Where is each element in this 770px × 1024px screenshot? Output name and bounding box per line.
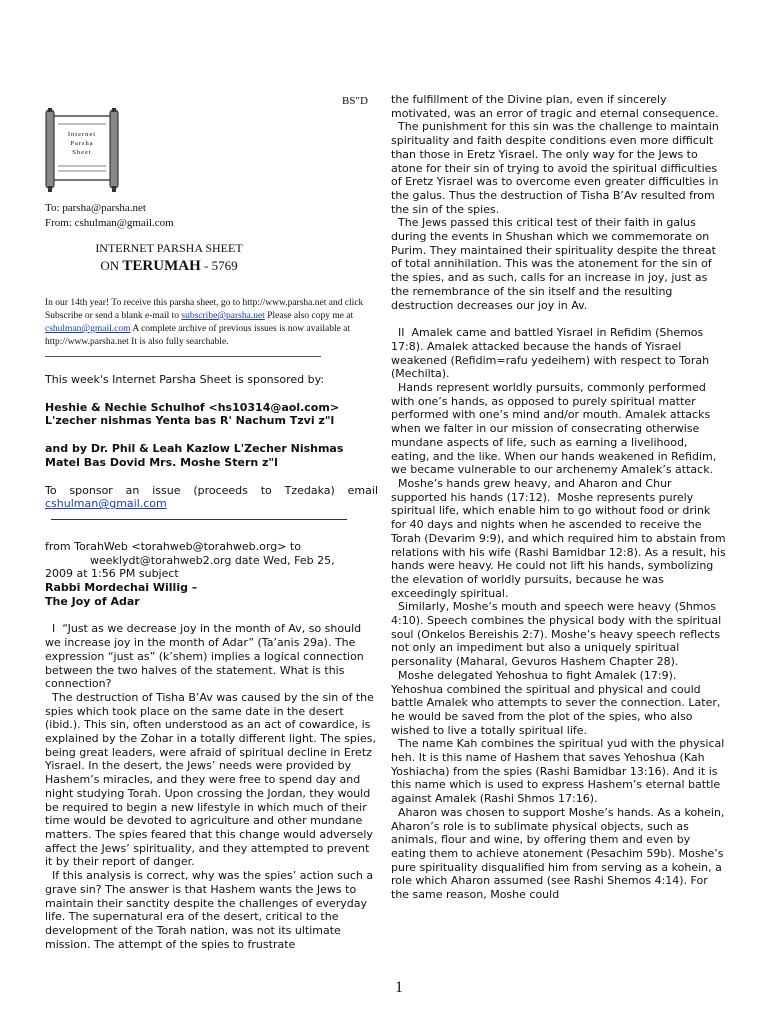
sponsor-cta: To sponsor an issue (proceeds to Tzedaka) email xyxy=(45,483,378,497)
paragraph: The name Kah combines the spiritual yud with the physical heh. It is this name of Hashem that saves Yehoshua (Kah Yoshiacha) from the spies (Rashi Bamidbar 13:16). And it is this name which is used to express Hashem’s eternal battle against Amalek (Rashi Shmos 17:16). xyxy=(391,737,728,806)
from-header-line: weeklydt@torahweb2.org date Wed, Feb 25, xyxy=(90,553,335,567)
right-column xyxy=(391,93,730,902)
sponsor-text: Heshie & Nechie Schulhof <hs10314@aol.com> L'zecher nishmas Yenta bas R' Nachum Tzvi z"l xyxy=(45,400,340,428)
address-block xyxy=(45,201,174,231)
author-text: Rabbi Mordechai Willig – xyxy=(45,581,198,595)
intro-text: A complete archive of previous issues is now available at http://www.parsha.net It is also fully searchable. xyxy=(45,324,351,347)
logo-line: Sheet xyxy=(72,149,92,156)
paragraph: Aharon was chosen to support Moshe’s hands. As a kohein, Aharon’s role is to sublimate physical objects, such as animals, flour and wine, by offering them and even by eating them to achieve atonement (Pesachim 59b). Moshe’s pure spirituality disqualified him from serving as a kohein, a role which Aharon assumed (see Rashi Shemos 4:14). For the same reason, Moshe could xyxy=(391,805,728,902)
bsd-mark: BS"D xyxy=(342,95,368,107)
to-line: To: parsha@parsha.net xyxy=(45,202,146,214)
divider xyxy=(45,356,321,357)
intro-text: Please also copy me at xyxy=(264,311,354,321)
paragraph: I “Just as we decrease joy in the month of Av, so should we increase joy in the month of Adar” (Ta’anis 29a). The expression “just as” (k’shem) implies a logical connection between the two halves of the statement. What is this connection? xyxy=(45,622,368,691)
paragraph: Moshe’s hands grew heavy, and Aharon and Chur supported his hands (17:12). Moshe represents purely spiritual life, which enable him to go without food or drink for 40 days and nights when he ascended to receive the Torah (Devarim 9:9), and which required him to abstain from relations with his wife (Rashi Bamidbar 12:8). As a result, his hands were heavy. He could not lift his hands, symbolizing the elevation of worldly pursuits, because he was exceedingly spiritual. xyxy=(391,476,730,600)
paragraph: II Amalek came and battled Yisrael in Refidim (Shemos 17:8). Amalek attacked because the hands of Yisrael weakened (Refidim=rafu yedeihem) with respect to Torah (Mechilta). xyxy=(391,326,713,381)
paragraph: If this analysis is correct, why was the spies’ action such a grave sin? The answer is that Hashem wants the Jews to maintain their sanctity despite the challenges of everyday life. The supernatural era of the desert, critical to the development of the Torah nation, was not its ultimate mission. The attempt of the spies to frustrate xyxy=(45,869,377,951)
article-title-text: The Joy of Adar xyxy=(45,594,140,608)
parsha-name: TERUMAH xyxy=(122,258,201,274)
paragraph: The destruction of Tisha B’Av was caused by the sin of the spies which took place on the same date in the desert (ibid.). This sin, often understood as an act of cowardice, is explained by the Zohar in a totally different light. The spies, being great leaders, were afraid of spiritual decline in Eretz Yisrael. In the desert, the Jews’ needs were provided by Hashem’s miracles, and they were free to spend day and night studying Torah. Upon crossing the Jordan, they would be required to begin a new lifestyle in which much of their time would be devoted to agriculture and other mundane matters. The spies feared that this change would adversely affect the Jews’ spirituality, and they attempted to prevent it by their report of danger. xyxy=(45,690,380,869)
contact-email-link[interactable]: cshulman@gmail.com xyxy=(45,324,131,334)
left-column xyxy=(45,373,378,951)
intro-text: In our 14th year! To receive this parsha sheet, go to http://www.parsha.net and click Subscribe or send a blank e-mail to xyxy=(45,298,364,321)
paragraph: The Jews passed this critical test of their faith in galus during the events in Shushan which we commemorate on Purim. They maintained their spirituality despite the threat of total annihilation. This was the atonement for the sin of the spies, and as such, calls for an increase in joy, just as the remembrance of the sin itself and the resulting destruction decreases our joy in Av. xyxy=(391,216,720,312)
logo-line: Parsha xyxy=(70,140,94,147)
sponsor-email-line xyxy=(45,497,378,511)
article-title xyxy=(45,595,378,609)
sponsor-1 xyxy=(45,401,378,428)
from-header-line: 2009 at 1:56 PM subject xyxy=(45,567,179,581)
page-number: 1 xyxy=(395,979,403,996)
paragraph: the fulfillment of the Divine plan, even if sincerely motivated, was an error of tragic and eternal consequence. xyxy=(391,93,719,120)
author xyxy=(45,581,378,595)
paragraph: Moshe delegated Yehoshua to fight Amalek (17:9). Yehoshua combined the spiritual and physical and could battle Amalek who attempts to sever the connection. Later, he would be saved from the plot of the spies, who also wished to live a totally spiritual life. xyxy=(391,668,724,737)
logo-text xyxy=(44,130,120,157)
sheet-title: INTERNET PARSHA SHEET xyxy=(95,241,243,255)
parsha-title xyxy=(45,258,293,275)
logo-line: Internet xyxy=(67,131,97,138)
sponsor-email-link[interactable]: cshulman@gmail.com xyxy=(45,497,167,511)
paragraph: The punishment for this sin was the challenge to maintain spirituality and faith despite conditions even more difficult than those in Eretz Yisrael. The only way for the Jews to atone for their sin of trying to avoid the spiritual difficulties of Eretz Yisrael was to overcome even greater difficulties in the galus. Thus the destruction of Tisha B’Av resulted from the sin of the spies. xyxy=(391,120,723,216)
title-on: ON xyxy=(100,258,120,273)
paragraph: Hands represent worldly pursuits, commonly performed with one’s hands, as opposed to purely spiritual matter performed with one’s mind and/or mouth. Amalek attacks when we falter in our mission of consecrating otherwise mundane aspects of life, such as earning a livelihood, eating, and the like. When our hands weakened in Refidim, we became vulnerable to our archenemy Amalek’s attack. xyxy=(391,381,720,477)
sponsor-intro: This week's Internet Parsha Sheet is sponsored by: xyxy=(45,373,325,386)
sponsor-2 xyxy=(45,442,378,469)
subscribe-link[interactable]: subscribe@parsha.net xyxy=(181,311,265,321)
sponsor-text: and by Dr. Phil & Leah Kazlow L'Zecher Nishmas Matel Bas Dovid Mrs. Moshe Stern z"l xyxy=(45,442,344,469)
paragraph: Similarly, Moshe’s mouth and speech were heavy (Shmos 4:10). Speech combines the physical body with the spiritual soul (Onkelos Bereishis 2:7). Moshe’s heavy speech reflects not only an impediment but also a uniquely spiritual personality (Maharal, Gevuros Hashem Chapter 28). xyxy=(391,600,725,669)
from-line: From: cshulman@gmail.com xyxy=(45,217,174,229)
intro-paragraph xyxy=(45,297,375,349)
from-header-line: from TorahWeb <torahweb@torahweb.org> to xyxy=(45,539,301,553)
parsha-year: - 5769 xyxy=(204,258,238,273)
parsha-sheet-logo xyxy=(44,108,120,192)
